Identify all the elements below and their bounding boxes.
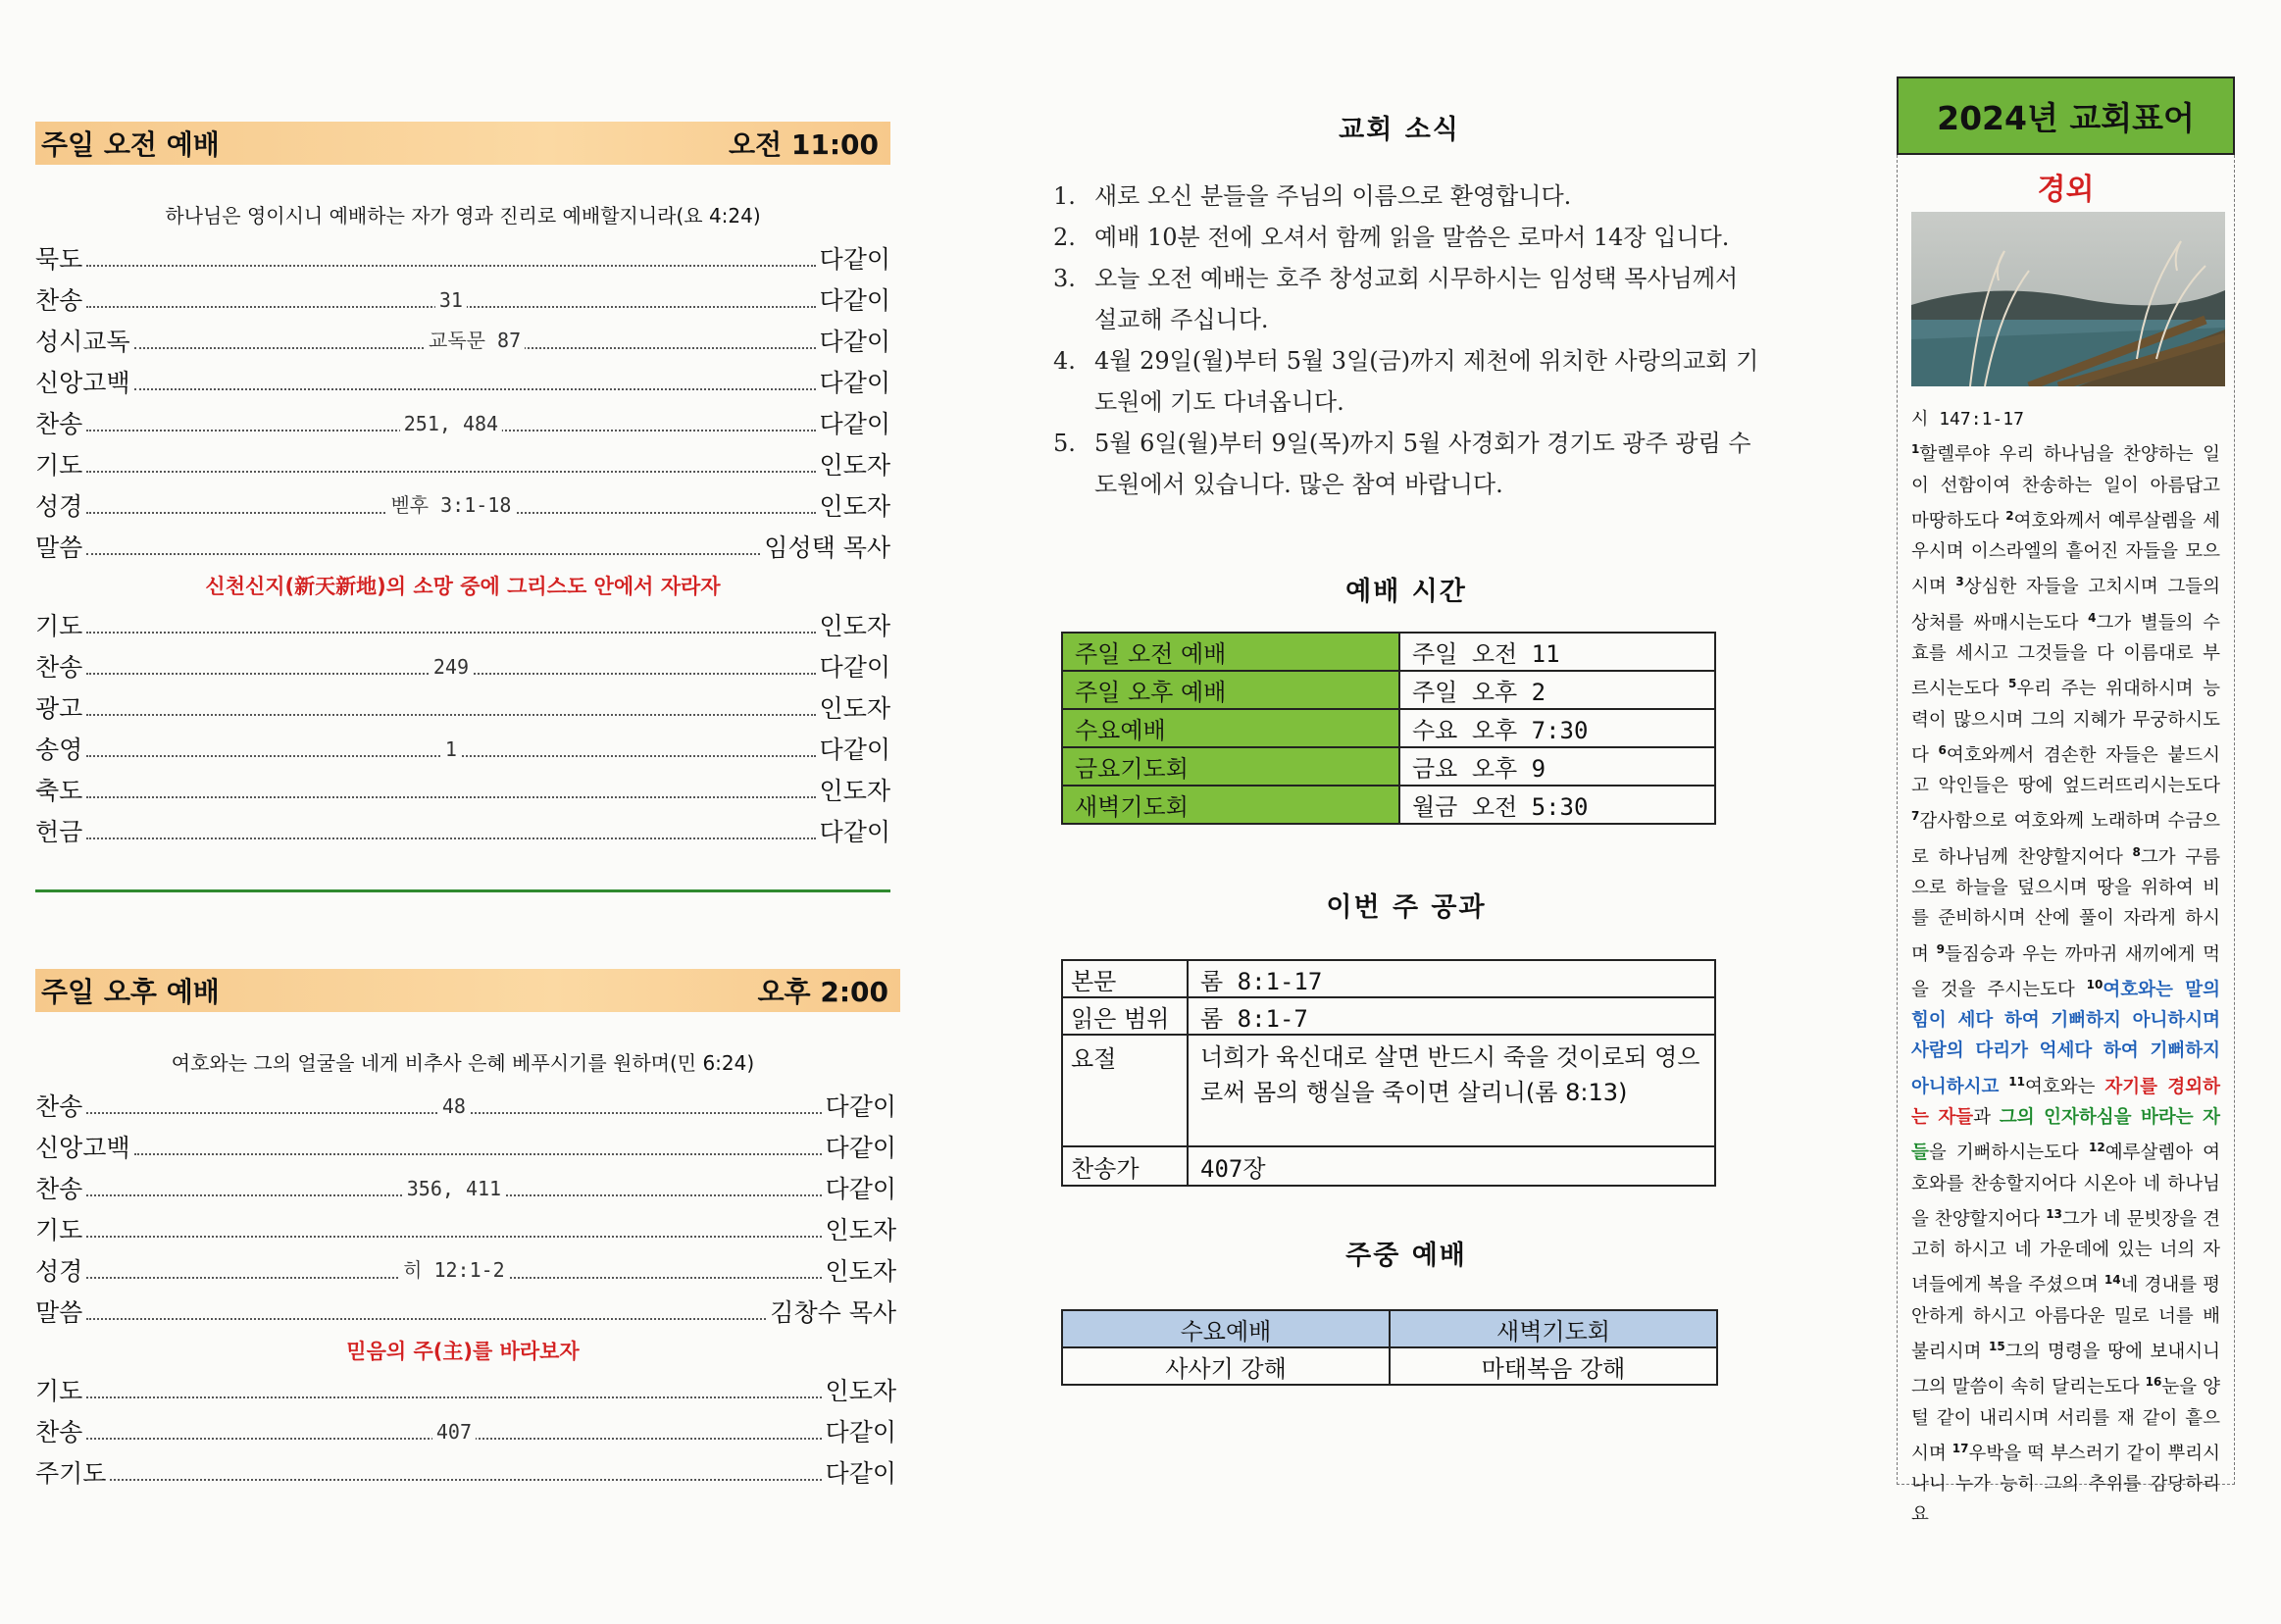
- order-item-leader: 인도자: [825, 1257, 896, 1286]
- psalm-verse-highlight: 여호와는 말의 힘이 세다 하여 기뻐하지 아니하시며 사람의 다리가 억세다 하여 기뻐하지 아니하시고: [1911, 980, 2220, 1097]
- verse-number: 4: [2088, 610, 2097, 625]
- lesson-table: [1061, 959, 1716, 1187]
- verse-number: 6: [1938, 742, 1947, 757]
- order-item-leader: 다같이: [819, 328, 890, 356]
- news-text: 새로 오신 분들을 주님의 이름으로 환영합니다.: [1094, 182, 1572, 210]
- order-row: [35, 234, 890, 276]
- psalm-verse: 네 경내를 평안하게 하시고 아름다운 밀로 너를 배불리시며: [1911, 1275, 2220, 1363]
- order-row: [35, 1205, 896, 1246]
- lesson-value: 롬 8:1-17: [1188, 960, 1715, 997]
- order-item-detail: 31: [435, 288, 467, 312]
- leader-dots: [86, 1317, 766, 1320]
- afternoon-sermon-title: 믿음의 주(主)를 바라보자: [346, 1340, 580, 1363]
- news-text: 5월 6일(월)부터 9일(목)까지 5월 사경회가 경기도 광주 광림 수도원에서 있습니다. 많은 참여 바랍니다.: [1094, 430, 1751, 498]
- schedule-table: [1061, 632, 1716, 825]
- news-number: 2.: [1053, 224, 1076, 251]
- morning-order-list-1: [35, 234, 890, 564]
- verse-number: 5: [2008, 677, 2017, 691]
- leader-dots: [134, 329, 816, 352]
- leader-dots: [86, 288, 815, 312]
- leader-dots: [86, 1396, 821, 1398]
- order-row: [35, 276, 890, 317]
- afternoon-service-header: [35, 969, 900, 1012]
- order-item-label: 기도: [35, 1377, 83, 1405]
- verse-number: 10: [2086, 977, 2104, 991]
- motto-word: 경외: [2037, 173, 2095, 207]
- psalm-keyword-fear: 자기를 경외하는 자들: [1911, 1076, 2220, 1128]
- schedule-time: 수요 오후 7:30: [1399, 709, 1715, 747]
- motto-title: 2024년 교회표어: [1897, 76, 2235, 155]
- weekday-title: 주중 예배: [1345, 1241, 1467, 1271]
- lesson-value: 롬 8:1-7: [1188, 997, 1715, 1035]
- schedule-row: [1062, 747, 1715, 786]
- leader-dots: [86, 264, 815, 267]
- psalm-verse: 상심한 자들을 고치시며 그들의 상처를 싸매시는도다: [1911, 577, 2220, 634]
- psalm-verse: 눈을 양털 같이 내리시며 서리를 재 같이 흩으시며: [1911, 1377, 2220, 1464]
- verse-number: 13: [2046, 1206, 2062, 1221]
- church-motto-column: [1897, 76, 2235, 1526]
- leader-dots: [86, 1235, 821, 1238]
- lesson-title: 이번 주 공과: [1326, 892, 1487, 923]
- lesson-key: 본문: [1062, 960, 1188, 997]
- leader-dots: [86, 552, 760, 555]
- order-item-leader: 다같이: [819, 245, 890, 274]
- order-item-leader: 다같이: [819, 286, 890, 315]
- order-item-label: 신앙고백: [35, 369, 130, 397]
- order-item-label: 송영: [35, 736, 83, 764]
- morning-sermon-title: 신천신지(新天新地)의 소망 중에 그리스도 안에서 자라자: [205, 575, 721, 598]
- order-row: [35, 1123, 896, 1164]
- order-item-detail: 407: [432, 1420, 476, 1444]
- verse-number: 16: [2145, 1375, 2162, 1390]
- order-item-leader: 김창수 목사: [770, 1298, 896, 1327]
- order-item-detail: 히 12:1-2: [399, 1254, 509, 1283]
- section-divider: [35, 889, 890, 892]
- morning-call-verse: 하나님은 영이시니 예배하는 자가 영과 진리로 예배할지니라(요 4:24): [165, 204, 761, 228]
- weekday-header-row: [1062, 1310, 1717, 1347]
- leader-dots: [86, 655, 815, 679]
- order-row: [35, 358, 890, 399]
- lesson-key: 읽은 범위: [1062, 997, 1188, 1035]
- order-row: [35, 766, 890, 807]
- order-item-leader: 다같이: [819, 410, 890, 438]
- worship-order-column: [35, 122, 896, 1490]
- order-item-leader: 다같이: [819, 653, 890, 682]
- order-row: [35, 317, 890, 358]
- news-item: [1053, 217, 1759, 258]
- weekday-value: 사사기 강해: [1062, 1347, 1390, 1385]
- news-list: [1053, 176, 1759, 505]
- schedule-name: 새벽기도회: [1062, 786, 1399, 824]
- psalm-ref: 시 147:1-17: [1911, 409, 2024, 430]
- order-item-label: 기도: [35, 451, 83, 480]
- verse-number: 12: [2089, 1141, 2105, 1155]
- order-item-detail: 벧후 3:1-18: [386, 489, 515, 518]
- psalm-verse: 할렐루야 우리 하나님을 찬양하는 일이 선함이여 찬송하는 일이 아름답고 마땅하도다: [1911, 444, 2220, 532]
- schedule-name: 금요기도회: [1062, 747, 1399, 786]
- order-item-label: 주기도: [35, 1459, 107, 1488]
- news-item: [1053, 423, 1759, 505]
- order-item-leader: 다같이: [825, 1418, 896, 1446]
- order-item-leader: 다같이: [825, 1134, 896, 1162]
- weekday-header: 새벽기도회: [1390, 1310, 1717, 1347]
- order-row: [35, 1164, 896, 1205]
- leader-dots: [86, 713, 815, 716]
- lesson-key: 요절: [1062, 1035, 1188, 1146]
- schedule-row: [1062, 786, 1715, 824]
- order-item-label: 찬송: [35, 653, 83, 682]
- order-item-leader: 인도자: [819, 492, 890, 521]
- leader-dots: [86, 1094, 821, 1118]
- order-row: [35, 1288, 896, 1329]
- order-item-leader: 인도자: [819, 451, 890, 480]
- leader-dots: [86, 1177, 821, 1200]
- news-item: [1053, 176, 1759, 217]
- psalm-verse: 여호와는: [2024, 1076, 2096, 1097]
- leader-dots: [86, 412, 815, 435]
- news-number: 3.: [1053, 265, 1076, 292]
- afternoon-order-list-2: [35, 1366, 896, 1490]
- bulletin-info-column: [1053, 108, 1759, 1386]
- order-row: [35, 642, 890, 684]
- afternoon-service-title: 주일 오후 예배: [41, 976, 220, 1008]
- psalm-verse: 들짐승과 우는 까마귀 새끼에게 먹을 것을 주시는도다: [1911, 943, 2220, 1001]
- order-item-leader: 다같이: [819, 369, 890, 397]
- order-item-label: 성경: [35, 1257, 83, 1286]
- order-item-label: 헌금: [35, 818, 83, 846]
- order-item-detail: 249: [430, 655, 473, 679]
- leader-dots: [86, 631, 815, 634]
- landscape-photo: [1911, 212, 2225, 386]
- order-item-leader: 임성택 목사: [764, 533, 890, 562]
- order-item-label: 말씀: [35, 1298, 83, 1327]
- leader-dots: [86, 1420, 821, 1444]
- lesson-row: [1062, 1035, 1715, 1146]
- psalm-verse: 우리 주는 위대하시며 능력이 많으시며 그의 지혜가 무궁하시도다: [1911, 679, 2220, 766]
- order-item-label: 말씀: [35, 533, 83, 562]
- verse-number: 11: [2008, 1074, 2025, 1089]
- weekday-value: 마태복음 강해: [1390, 1347, 1717, 1385]
- weekday-table: [1061, 1309, 1718, 1386]
- psalm-verse: 을 기뻐하시는도다: [1928, 1142, 2079, 1164]
- order-row: [35, 1448, 896, 1490]
- psalm-verse: 여호와께서 겸손한 자들은 붙드시고 악인들은 땅에 엎드러뜨리시는도다: [1911, 744, 2220, 797]
- psalm-verse: 과: [1973, 1106, 1991, 1128]
- order-row: [35, 1366, 896, 1407]
- order-row: [35, 684, 890, 725]
- news-item: [1053, 340, 1759, 423]
- order-item-detail: 교독문 87: [425, 325, 525, 353]
- order-item-label: 찬송: [35, 1092, 83, 1121]
- morning-service-header: [35, 122, 890, 165]
- lesson-row: [1062, 997, 1715, 1035]
- news-text: 오늘 오전 예배는 호주 창성교회 시무하시는 임성택 목사님께서 설교해 주십니다.: [1094, 265, 1739, 333]
- verse-number: 7: [1911, 809, 1920, 824]
- afternoon-call-verse: 여호와는 그의 얼굴을 네게 비추사 은혜 베푸시기를 원하며(민 6:24): [171, 1051, 755, 1075]
- leader-dots: [110, 1478, 821, 1481]
- order-item-leader: 인도자: [819, 612, 890, 640]
- lesson-value: 407장: [1188, 1146, 1715, 1186]
- order-item-label: 찬송: [35, 410, 83, 438]
- schedule-row: [1062, 671, 1715, 709]
- order-item-detail: 251, 484: [400, 412, 502, 435]
- order-row: [35, 1082, 896, 1123]
- schedule-time: 주일 오후 2: [1399, 671, 1715, 709]
- psalm-text: [1911, 404, 2220, 1531]
- order-item-detail: 356, 411: [403, 1177, 505, 1200]
- verse-number: 2: [2005, 508, 2014, 523]
- news-number: 5.: [1053, 430, 1076, 457]
- psalm-verse: 그가 구름으로 하늘을 덮으시며 땅을 위하여 비를 준비하시며 산에 풀이 자라게 하시며: [1911, 846, 2220, 965]
- order-item-label: 기도: [35, 612, 83, 640]
- schedule-title: 예배 시간: [1345, 577, 1467, 607]
- order-item-leader: 인도자: [819, 777, 890, 805]
- schedule-time: 주일 오전 11: [1399, 633, 1715, 671]
- order-item-label: 묵도: [35, 245, 83, 274]
- psalm-verse: 그의 명령을 땅에 보내시니 그의 말씀이 속히 달리는도다: [1911, 1342, 2220, 1398]
- lesson-value: 너희가 육신대로 살면 반드시 죽을 것이로되 영으로써 몸의 행실을 죽이면 살리니(롬 8:13): [1188, 1035, 1715, 1146]
- order-item-label: 찬송: [35, 286, 83, 315]
- psalm-verse: 우박을 떡 부스러기 같이 뿌리시나니 누가 능히 그의 추위를 감당하리요: [1911, 1443, 2220, 1526]
- leader-dots: [86, 837, 815, 839]
- schedule-name: 수요예배: [1062, 709, 1399, 747]
- schedule-time: 월금 오전 5:30: [1399, 786, 1715, 824]
- verse-number: 3: [1955, 575, 1964, 589]
- order-row: [35, 523, 890, 564]
- order-item-label: 기도: [35, 1216, 83, 1244]
- psalm-verse: 그가 네 문빗장을 견고히 하시고 네 가운데에 있는 너의 자녀들에게 복을 주셨으며: [1911, 1208, 2220, 1296]
- schedule-row: [1062, 633, 1715, 671]
- psalm-keyword-hope: 그의 인자하심을 바라는 자들: [1911, 1106, 2220, 1164]
- lesson-key: 찬송가: [1062, 1146, 1188, 1186]
- schedule-name: 주일 오전 예배: [1062, 633, 1399, 671]
- order-item-leader: 인도자: [819, 694, 890, 723]
- leader-dots: [86, 493, 815, 517]
- order-item-leader: 다같이: [825, 1175, 896, 1203]
- motto-panel: [1897, 155, 2235, 1526]
- psalm-verse: 그가 별들의 수효를 세시고 그것들을 다 이름대로 부르시는도다: [1911, 612, 2220, 700]
- news-text: 4월 29일(월)부터 5월 3일(금)까지 제천에 위치한 사랑의교회 기도원에 기도 다녀옵니다.: [1094, 347, 1759, 416]
- order-item-label: 찬송: [35, 1175, 83, 1203]
- order-row: [35, 1246, 896, 1288]
- order-item-detail: 1: [441, 737, 461, 761]
- schedule-row: [1062, 709, 1715, 747]
- order-row: [35, 1407, 896, 1448]
- order-row: [35, 725, 890, 766]
- lesson-row: [1062, 960, 1715, 997]
- order-item-leader: 다같이: [825, 1459, 896, 1488]
- verse-number: 1: [1911, 442, 1920, 457]
- leader-dots: [134, 387, 816, 390]
- morning-service-time: 오전 11:00: [729, 128, 879, 161]
- order-item-label: 광고: [35, 694, 83, 723]
- afternoon-service-time: 오후 2:00: [757, 976, 888, 1008]
- order-item-label: 성시교독: [35, 328, 130, 356]
- order-item-detail: 48: [438, 1094, 470, 1118]
- order-row: [35, 399, 890, 440]
- news-title: 교회 소식: [1339, 115, 1460, 145]
- verse-number: 15: [1989, 1339, 2005, 1353]
- order-item-label: 신앙고백: [35, 1134, 130, 1162]
- order-item-leader: 다같이: [825, 1092, 896, 1121]
- verse-number: 9: [1936, 941, 1945, 956]
- psalm-verse: 예루살렘아 여호와를 찬송할지어다 시온아 네 하나님을 찬양할지어다: [1911, 1142, 2220, 1230]
- leader-dots: [86, 1258, 821, 1282]
- psalm-verse: 여호와께서 예루살렘을 세우시며 이스라엘의 흩어진 자들을 모으시며: [1911, 510, 2220, 598]
- morning-order-list-2: [35, 601, 890, 848]
- verse-number: 17: [1952, 1441, 1969, 1455]
- psalm-verse: 감사함으로 여호와께 노래하며 수금으로 하나님께 찬양할지어다: [1911, 811, 2220, 868]
- news-number: 1.: [1053, 182, 1076, 210]
- leader-dots: [134, 1152, 822, 1155]
- lesson-row: [1062, 1146, 1715, 1186]
- news-text: 예배 10분 전에 오셔서 함께 읽을 말씀은 로마서 14장 입니다.: [1094, 224, 1730, 251]
- verse-number: 14: [2104, 1273, 2121, 1288]
- order-row: [35, 601, 890, 642]
- schedule-time: 금요 오후 9: [1399, 747, 1715, 786]
- order-item-leader: 다같이: [819, 818, 890, 846]
- leader-dots: [86, 470, 815, 473]
- order-item-label: 축도: [35, 777, 83, 805]
- order-row: [35, 440, 890, 482]
- weekday-value-row: [1062, 1347, 1717, 1385]
- order-item-label: 성경: [35, 492, 83, 521]
- leader-dots: [86, 795, 815, 798]
- order-item-leader: 다같이: [819, 736, 890, 764]
- order-item-leader: 인도자: [825, 1216, 896, 1244]
- afternoon-order-list-1: [35, 1082, 896, 1329]
- order-row: [35, 482, 890, 523]
- news-number: 4.: [1053, 347, 1076, 375]
- order-item-label: 찬송: [35, 1418, 83, 1446]
- order-item-leader: 인도자: [825, 1377, 896, 1405]
- weekday-header: 수요예배: [1062, 1310, 1390, 1347]
- leader-dots: [86, 737, 815, 761]
- verse-number: 8: [2132, 844, 2141, 859]
- order-row: [35, 807, 890, 848]
- schedule-name: 주일 오후 예배: [1062, 671, 1399, 709]
- morning-service-title: 주일 오전 예배: [41, 128, 220, 161]
- news-item: [1053, 258, 1759, 340]
